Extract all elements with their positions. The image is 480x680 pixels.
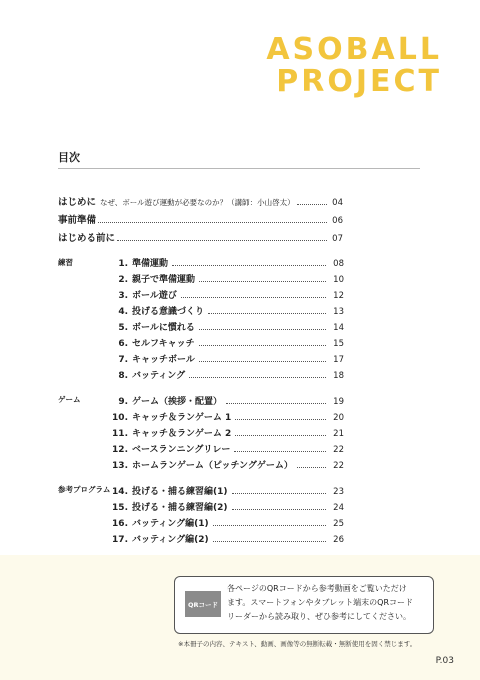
- toc-item-label: ホームランゲーム（ピッチングゲーム）: [132, 461, 293, 471]
- toc-page-number: 07: [332, 234, 343, 244]
- toc-item-number: 14.: [112, 487, 128, 497]
- toc-item: [112, 368, 344, 381]
- toc-item-label: 投げる・捕る練習編(2): [132, 503, 228, 513]
- dot-leader: [235, 435, 326, 436]
- dot-leader: [235, 419, 326, 420]
- page-number: P.03: [435, 656, 454, 666]
- toc-page-number: 25: [333, 519, 344, 529]
- toc-item-number: 6.: [118, 339, 128, 349]
- toc-item: [112, 458, 344, 471]
- toc-item-number: 11.: [112, 429, 128, 439]
- toc-item-number: 13.: [112, 461, 128, 471]
- toc-item-label: ボール遊び: [132, 291, 177, 301]
- toc-item-number: 15.: [112, 503, 128, 513]
- dot-leader: [199, 361, 326, 362]
- qr-notice-line: リーダーから読み取り、ぜひ参考にしてください。: [227, 612, 411, 621]
- dot-leader: [189, 377, 326, 378]
- toc-item: [112, 532, 344, 545]
- toc-item-number: 17.: [112, 535, 128, 545]
- qr-code-badge: QRコード: [185, 591, 221, 617]
- toc-intro-row: [58, 212, 343, 226]
- toc-intro-title: 事前準備: [58, 215, 97, 226]
- toc-page-number: 20: [333, 413, 344, 423]
- toc-item-number: 10.: [112, 413, 128, 423]
- toc-page-number: 08: [333, 259, 344, 269]
- toc-page-number: 21: [333, 429, 344, 439]
- toc-item-number: 4.: [118, 307, 128, 317]
- dot-leader: [213, 541, 326, 542]
- toc-item: [112, 516, 344, 529]
- toc-page-number: 10: [333, 275, 344, 285]
- toc-page-number: 26: [333, 535, 344, 545]
- toc-item-label: バッティング編(1): [132, 519, 209, 529]
- toc-item-number: 7.: [118, 355, 128, 365]
- toc-page-number: 13: [333, 307, 344, 317]
- toc-item-number: 8.: [118, 371, 128, 381]
- toc-intro-note: なぜ、ボール遊び運動が必要なのか？（講師：小山啓太）: [100, 198, 295, 207]
- toc-item-number: 2.: [118, 275, 128, 285]
- toc-page-number: 22: [333, 461, 344, 471]
- qr-notice-line: ます。スマートフォンやタブレット端末のQRコード: [227, 598, 414, 607]
- dot-leader: [172, 265, 326, 266]
- toc-item: [112, 484, 344, 497]
- toc-page-number: 22: [333, 445, 344, 455]
- toc-item-label: 準備運動: [132, 259, 169, 269]
- dot-leader: [297, 467, 326, 468]
- toc-item: [112, 442, 344, 455]
- toc-item-label: ボールに慣れる: [132, 323, 195, 333]
- toc-divider: [58, 168, 420, 169]
- toc-section-label: 参考プログラム: [58, 485, 111, 494]
- toc-item: [112, 288, 344, 301]
- dot-leader: [232, 509, 327, 510]
- logo-line-1: ASOBALL: [266, 32, 442, 67]
- toc-item-label: キャッチ＆ランゲーム 2: [132, 429, 232, 439]
- copyright-notice: ※本冊子の内容、テキスト、動画、画像等の無断転載・無断使用を固く禁じます。: [178, 640, 417, 648]
- toc-heading: 目次: [58, 151, 80, 164]
- toc-item-label: キャッチ＆ランゲーム 1: [132, 413, 232, 423]
- toc-page-number: 12: [333, 291, 344, 301]
- toc-item-label: セルフキャッチ: [132, 339, 195, 349]
- toc-item-label: 投げる・捕る練習編(1): [132, 487, 228, 497]
- toc-page-number: 23: [333, 487, 344, 497]
- toc-item-number: 9.: [118, 397, 128, 407]
- toc-intro-title: はじめる前に: [58, 233, 116, 244]
- toc-item-label: ベースランニングリレー: [132, 445, 231, 455]
- dot-leader: [117, 240, 327, 241]
- toc-item-label: ゲーム（挨拶・配置）: [132, 397, 223, 407]
- toc-item: [112, 304, 344, 317]
- dot-leader: [98, 222, 327, 223]
- toc-item-label: 親子で準備運動: [132, 275, 196, 285]
- dot-leader: [234, 451, 326, 452]
- toc-item-label: バッティング: [132, 371, 186, 381]
- dot-leader: [199, 329, 326, 330]
- toc-item-label: 投げる意識づくり: [132, 307, 205, 317]
- dot-leader: [208, 313, 326, 314]
- toc-intro-row: [58, 194, 343, 208]
- toc-item-number: 16.: [112, 519, 128, 529]
- asoball-project-logo: [266, 34, 442, 97]
- toc-item: [112, 410, 344, 423]
- toc-page-number: 18: [333, 371, 344, 381]
- toc-section-label: ゲーム: [58, 395, 81, 404]
- toc-page-number: 17: [333, 355, 344, 365]
- toc-page-number: 06: [332, 216, 343, 226]
- logo-line-2: PROJECT: [276, 63, 442, 99]
- toc-page-number: 19: [333, 397, 344, 407]
- toc-page-number: 04: [332, 198, 343, 208]
- toc-page-number: 14: [333, 323, 344, 333]
- toc-page-number: 24: [333, 503, 344, 513]
- toc-item: [112, 394, 344, 407]
- toc-item: [112, 320, 344, 333]
- qr-notice-text: [227, 582, 427, 624]
- toc-item-number: 5.: [118, 323, 128, 333]
- dot-leader: [199, 281, 326, 282]
- toc-page-number: 15: [333, 339, 344, 349]
- toc-item: [112, 272, 344, 285]
- toc-item-label: キャッチボール: [132, 355, 195, 365]
- toc-item-number: 3.: [118, 291, 128, 301]
- toc-item: [112, 336, 344, 349]
- qr-notice-box: [174, 576, 434, 634]
- toc-item: [112, 500, 344, 513]
- dot-leader: [232, 493, 327, 494]
- toc-section-label: 練習: [58, 258, 73, 267]
- toc-item-number: 1.: [118, 259, 128, 269]
- toc-item-number: 12.: [112, 445, 128, 455]
- toc-item: [112, 256, 344, 269]
- toc-intro-title: はじめに: [58, 197, 97, 208]
- qr-notice-line: 各ページのQRコードから参考動画をご覧いただけ: [227, 584, 407, 593]
- dot-leader: [181, 297, 326, 298]
- toc-intro-row: [58, 230, 343, 244]
- toc-item-label: バッティング編(2): [132, 535, 209, 545]
- dot-leader: [226, 403, 326, 404]
- dot-leader: [297, 204, 327, 205]
- dot-leader: [199, 345, 326, 346]
- toc-item: [112, 352, 344, 365]
- toc-item: [112, 426, 344, 439]
- dot-leader: [213, 525, 326, 526]
